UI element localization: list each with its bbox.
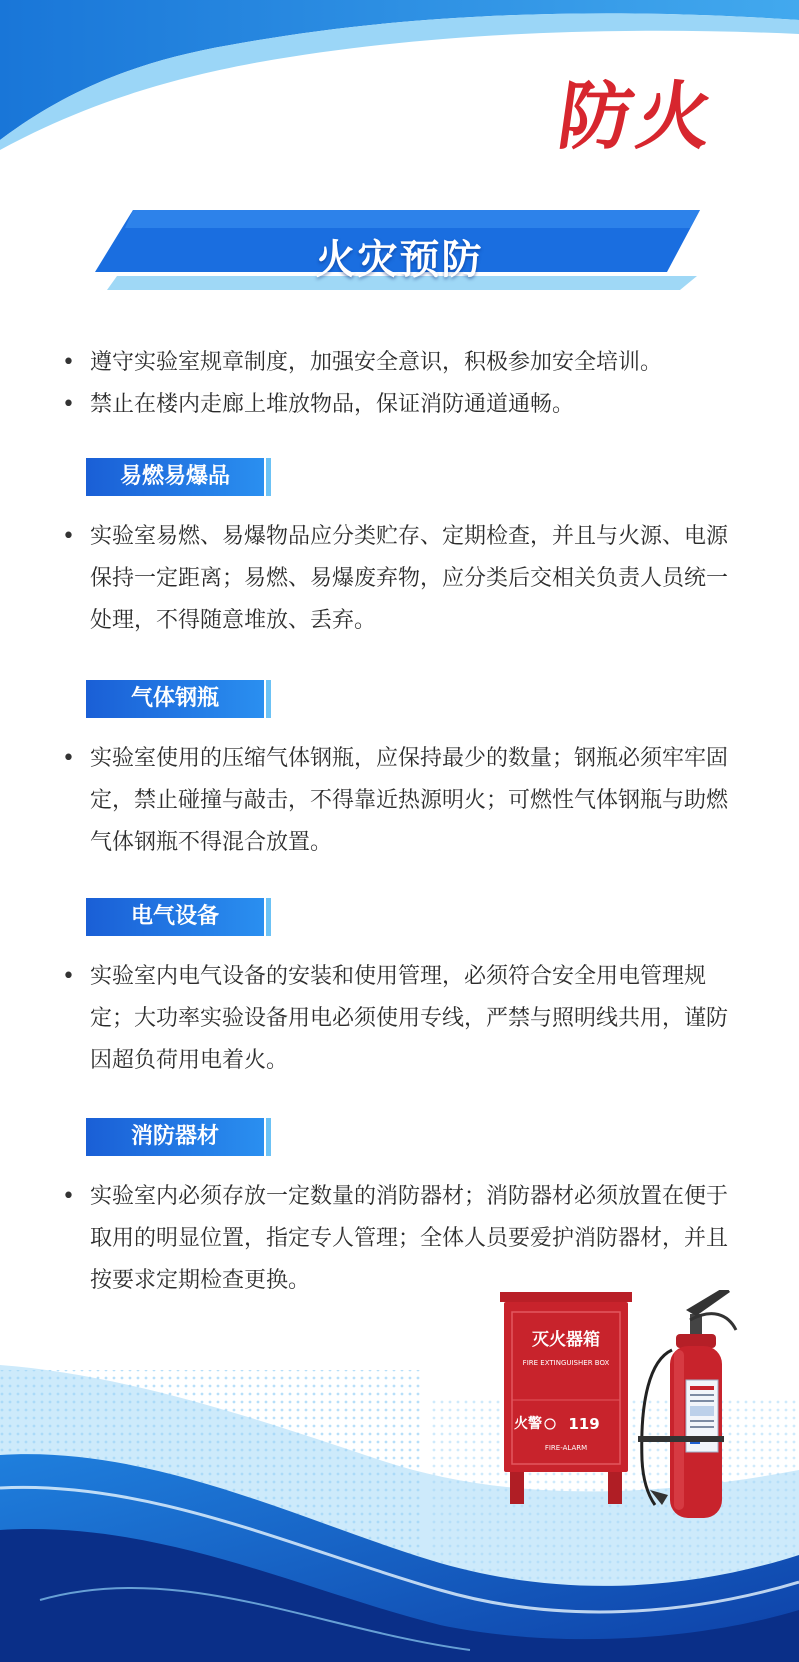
section-title: 气体钢瓶 [130,686,219,711]
cabinet-title: 灭火器箱 [532,1330,600,1350]
section-list-fire-equipment [62,1176,742,1302]
list-item: • 实验室使用的压缩气体钢瓶，应保持最少的数量；钢瓶必须牢牢固定，禁止碰撞与敲击，不得靠近热源明火；可燃性气体钢瓶与助燃气体钢瓶不得混合放置。 [62,738,742,864]
section-tag-electrical [86,898,270,936]
list-item: • 实验室易燃、易爆物品应分类贮存、定期检查，并且与火源、电源保持一定距离；易燃、易爆废弃物，应分类后交相关负责人员统一处理，不得随意堆放、丢弃。 [62,516,742,642]
extinguisher-cabinet-icon [500,1292,632,1504]
section-list-electrical [62,956,742,1082]
fire-extinguisher-icon [638,1290,736,1518]
alarm-number: 119 [568,1415,600,1433]
section-tag-gas-cylinders [86,680,270,718]
section-title: 电气设备 [130,904,219,929]
alarm-en: FIRE-ALARM [544,1444,588,1452]
alarm-label: 火警 [514,1416,542,1432]
section-list-gas-cylinders [62,738,742,864]
section-list-flammables [62,516,742,642]
section-title: 易燃易爆品 [119,464,230,489]
list-item: • 实验室内电气设备的安装和使用管理，必须符合安全用电管理规定；大功率实验设备用电必须使用专线，严禁与照明线共用，谨防因超负荷用电着火。 [62,956,742,1082]
section-title: 消防器材 [130,1124,219,1149]
brush-title: 防火 [553,74,722,160]
intro-list [62,342,742,426]
fire-equipment-illustration [490,1290,760,1520]
cabinet-subtitle: FIRE EXTINGUISHER BOX [522,1359,610,1367]
list-item: • 实验室内必须存放一定数量的消防器材；消防器材必须放置在便于取用的明显位置，指定专人管理；全体人员要爱护消防器材，并且按要求定期检查更换。 [62,1176,742,1302]
list-item: • 遵守实验室规章制度，加强安全意识，积极参加安全培训。 [62,342,742,384]
section-tag-fire-equipment [86,1118,270,1156]
page-title: 火灾预防 [315,237,484,283]
list-item: • 禁止在楼内走廊上堆放物品，保证消防通道通畅。 [62,384,742,426]
section-tag-flammables [86,458,270,496]
